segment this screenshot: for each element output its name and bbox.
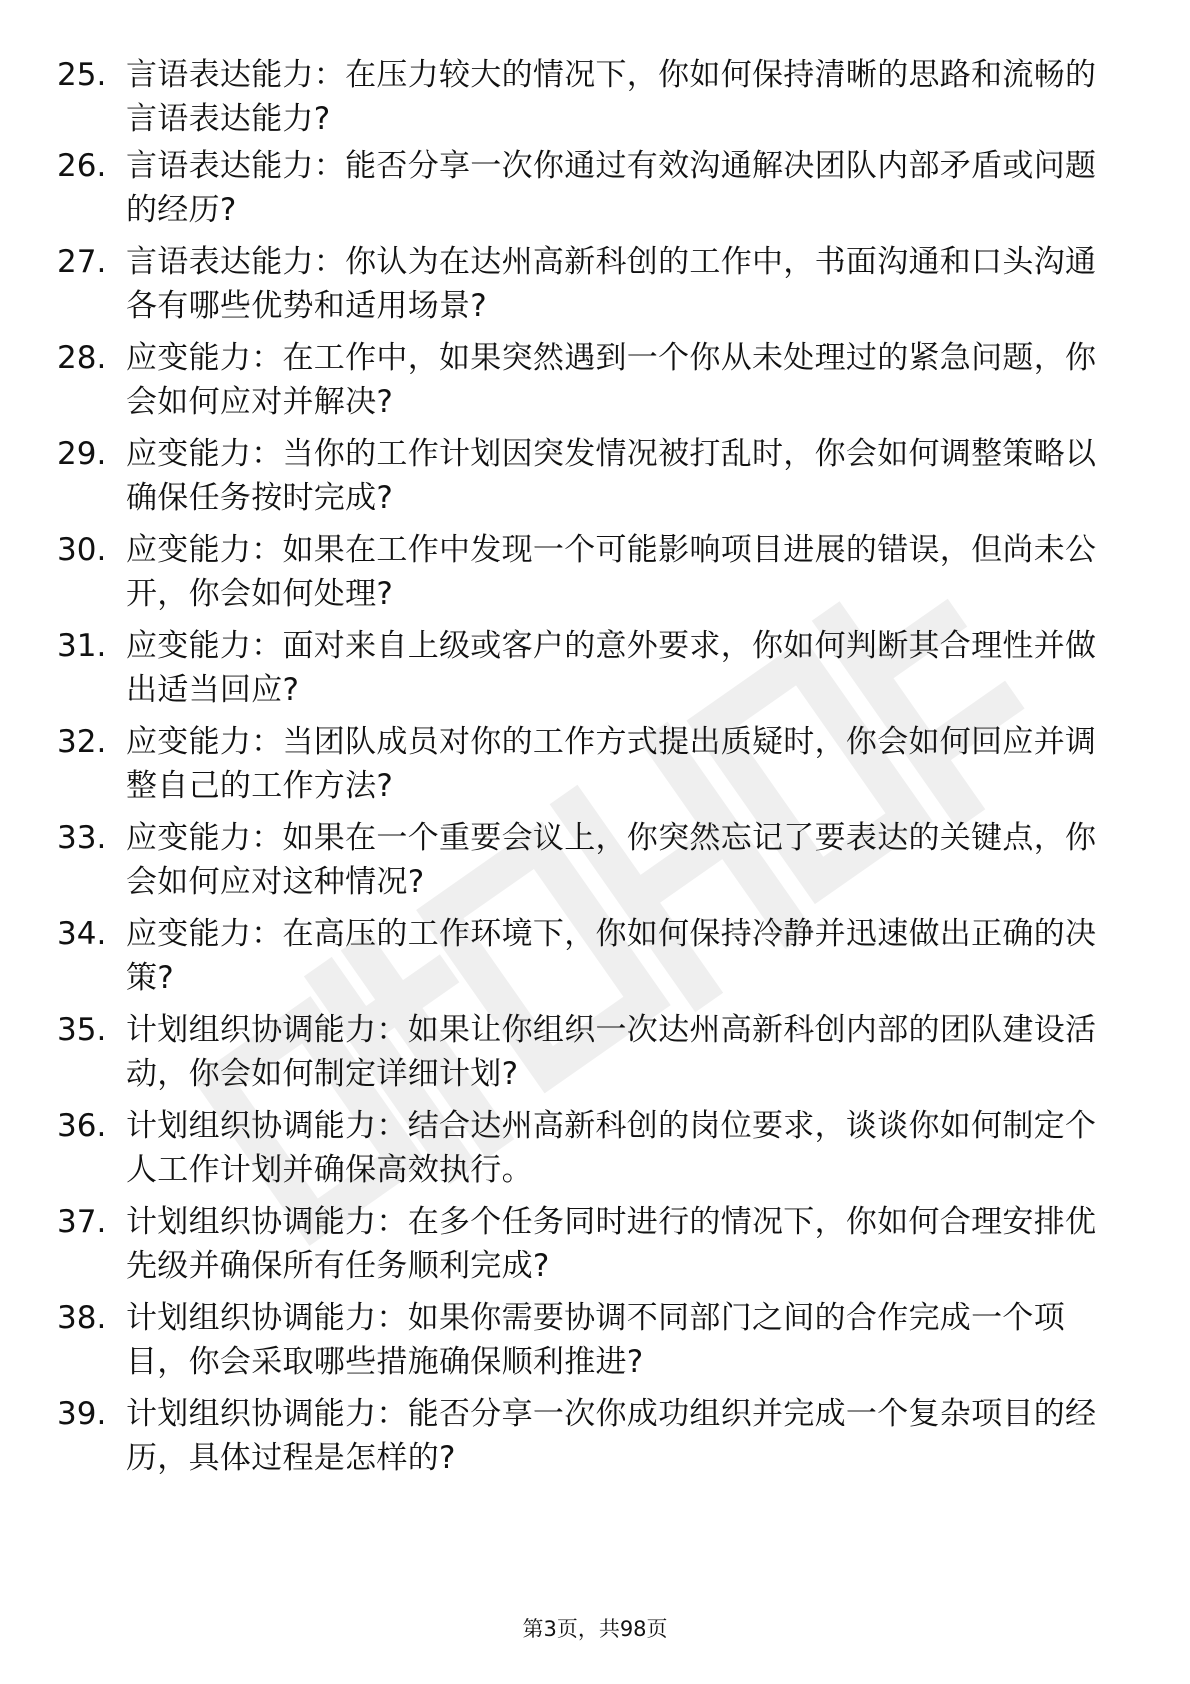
- question-text: 应变能力：在高压的工作环境下，你如何保持冷静并迅速做出正确的决策?: [126, 916, 1097, 996]
- question-number: 27.: [57, 244, 107, 280]
- question-text: 应变能力：当你的工作计划因突发情况被打乱时，你会如何调整策略以确保任务按时完成?: [126, 436, 1097, 516]
- question-item: [0, 1104, 1190, 1204]
- question-item: [0, 53, 1190, 153]
- question-item: [0, 1392, 1190, 1492]
- question-text: 应变能力：如果在工作中发现一个可能影响项目进展的错误，但尚未公开，你会如何处理?: [126, 532, 1097, 612]
- question-text: 计划组织协调能力：如果让你组织一次达州高新科创内部的团队建设活动，你会如何制定详细计划?: [126, 1012, 1097, 1092]
- question-text: 言语表达能力：能否分享一次你通过有效沟通解决团队内部矛盾或问题的经历?: [126, 148, 1097, 228]
- question-item: [0, 720, 1190, 820]
- question-item: [0, 1296, 1190, 1396]
- question-number: 31.: [57, 628, 107, 664]
- question-number: 25.: [57, 57, 107, 93]
- question-number: 30.: [57, 532, 107, 568]
- question-item: [0, 624, 1190, 724]
- question-number: 32.: [57, 724, 107, 760]
- question-text: 计划组织协调能力：如果你需要协调不同部门之间的合作完成一个项目，你会采取哪些措施确保顺利推进?: [126, 1300, 1065, 1380]
- question-number: 39.: [57, 1396, 107, 1432]
- question-item: [0, 1008, 1190, 1108]
- question-text: 应变能力：在工作中，如果突然遇到一个你从未处理过的紧急问题，你会如何应对并解决?: [126, 340, 1097, 420]
- question-item: [0, 1200, 1190, 1300]
- question-text: 计划组织协调能力：结合达州高新科创的岗位要求，谈谈你如何制定个人工作计划并确保高效执行。: [126, 1108, 1097, 1188]
- question-item: [0, 816, 1190, 916]
- question-text: 计划组织协调能力：能否分享一次你成功组织并完成一个复杂项目的经历，具体过程是怎样的?: [126, 1396, 1097, 1476]
- question-number: 37.: [57, 1204, 107, 1240]
- page-number-label: 第3页，共98页: [522, 1617, 668, 1641]
- question-text: 应变能力：当团队成员对你的工作方式提出质疑时，你会如何回应并调整自己的工作方法?: [126, 724, 1097, 804]
- question-number: 38.: [57, 1300, 107, 1336]
- question-text: 言语表达能力：你认为在达州高新科创的工作中，书面沟通和口头沟通各有哪些优势和适用场景?: [126, 244, 1097, 324]
- question-text: 应变能力：如果在一个重要会议上，你突然忘记了要表达的关键点，你会如何应对这种情况?: [126, 820, 1097, 900]
- question-item: [0, 336, 1190, 436]
- question-item: [0, 528, 1190, 628]
- question-number: 35.: [57, 1012, 107, 1048]
- question-number: 34.: [57, 916, 107, 952]
- question-item: [0, 912, 1190, 1012]
- question-text: 应变能力：面对来自上级或客户的意外要求，你如何判断其合理性并做出适当回应?: [126, 628, 1097, 708]
- question-number: 36.: [57, 1108, 107, 1144]
- page-footer: [0, 1614, 1190, 1644]
- question-number: 28.: [57, 340, 107, 376]
- question-item: [0, 240, 1190, 340]
- question-number: 29.: [57, 436, 107, 472]
- question-text: 言语表达能力：在压力较大的情况下，你如何保持清晰的思路和流畅的言语表达能力?: [126, 57, 1097, 137]
- question-number: 26.: [57, 148, 107, 184]
- question-number: 33.: [57, 820, 107, 856]
- question-item: [0, 144, 1190, 244]
- question-item: [0, 432, 1190, 532]
- question-text: 计划组织协调能力：在多个任务同时进行的情况下，你如何合理安排优先级并确保所有任务顺利完成?: [126, 1204, 1097, 1284]
